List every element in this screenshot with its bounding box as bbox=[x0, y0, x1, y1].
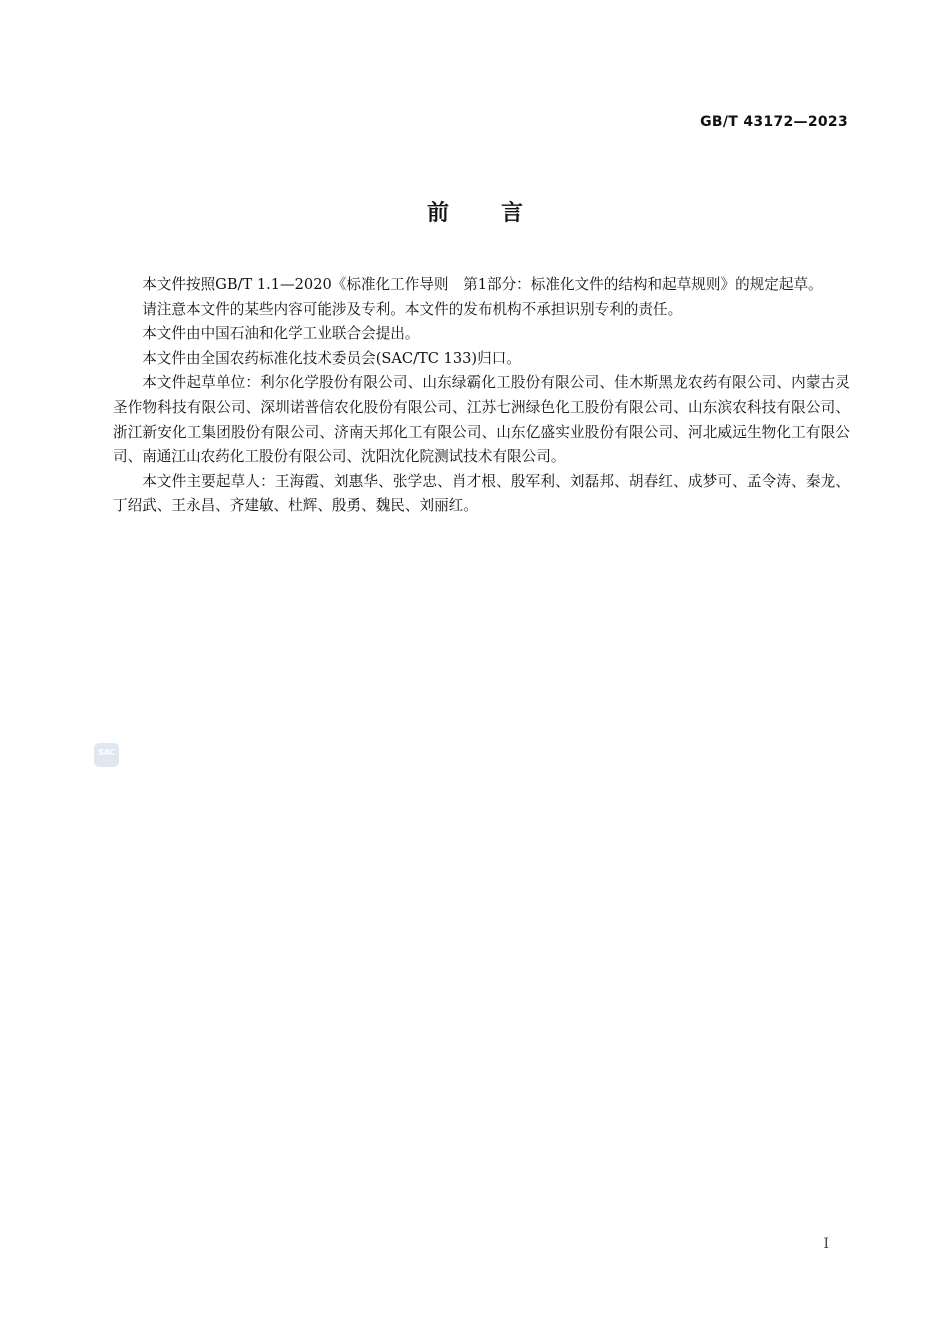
page-title: 前言 bbox=[426, 201, 575, 226]
paragraph-drafting-organizations: 本文件起草单位：利尔化学股份有限公司、山东绿霸化工股份有限公司、佳木斯黑龙农药有限公司、内蒙古灵圣作物科技有限公司、深圳诺普信农化股份有限公司、江苏七洲绿色化工股份有限公司、山东滨农科技有限公司、浙江新安化工集团股份有限公司、济南天邦化工有限公司、山东亿盛实业股份有限公司、河北威远生物化工有限公司、南通江山农药化工股份有限公司、沈阳沈化院测试技术有限公司。 bbox=[113, 374, 850, 466]
paragraph-technical-committee: 本文件由全国农药标准化技术委员会(SAC/TC 133)归口。 bbox=[142, 349, 521, 367]
paragraph-proposer: 本文件由中国石油和化学工业联合会提出。 bbox=[142, 325, 420, 343]
page-number: I bbox=[823, 1236, 829, 1252]
paragraph-patent-notice: 请注意本文件的某些内容可能涉及专利。本文件的发布机构不承担识别专利的责任。 bbox=[142, 300, 683, 318]
document-code: GB/T 43172—2023 bbox=[700, 114, 848, 130]
sac-logo-text: SAC bbox=[98, 748, 115, 757]
paragraph-drafting-rules: 本文件按照GB/T 1.1—2020《标准化工作导则 第1部分：标准化文件的结构和起草规则》的规定起草。 bbox=[142, 276, 823, 293]
paragraph-drafters: 本文件主要起草人：王海霞、刘惠华、张学忠、肖才根、殷军利、刘磊邦、胡春红、成梦可、孟令涛、秦龙、丁绍武、王永昌、齐建敏、杜辉、殷勇、魏民、刘丽红。 bbox=[113, 472, 850, 515]
sac-watermark-logo bbox=[94, 743, 119, 767]
foreword-body bbox=[113, 273, 850, 519]
